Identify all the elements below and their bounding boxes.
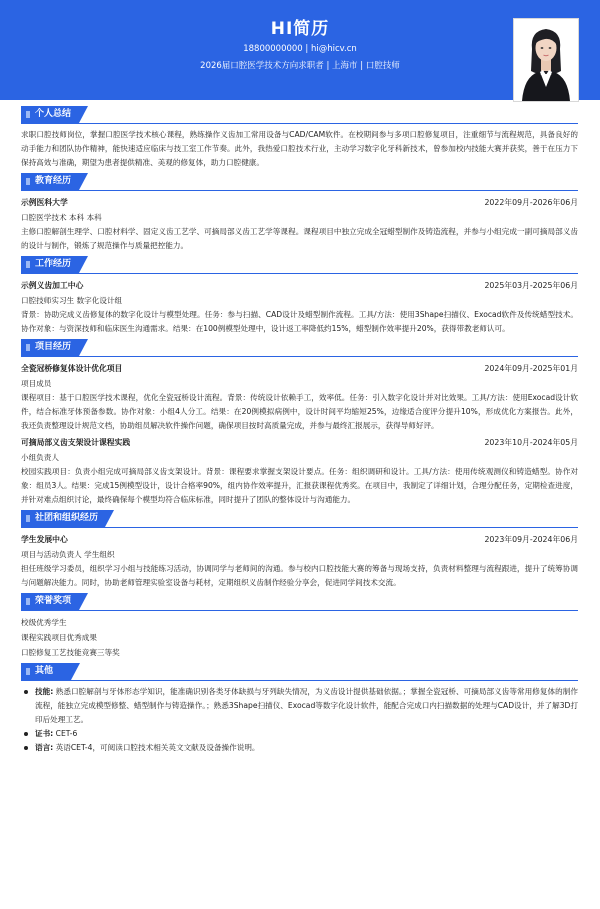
contact-info: 18800000000 | hi@hicv.cn	[243, 44, 357, 54]
award-item: 课程实践项目优秀成果	[21, 633, 97, 642]
section-header	[21, 339, 578, 357]
section-title: 荣誉奖项	[21, 593, 79, 610]
section-title: 工作经历	[21, 256, 79, 273]
item-text: 熟悉口腔解剖与牙体形态学知识，能准确识别各类牙体缺损与牙列缺失情况，为义齿设计提供基础依据。；掌握全瓷冠桥、可摘局部义齿等常用修复体的制作流程，能独立完成模型修整、蜡型制作与铸造操作。；熟悉3Shape扫描仪、Exocad等数字化设计软件，能配合完成口内扫描数据的处理与CAD设计，并了解3D打印后处理工艺。	[35, 687, 578, 724]
section-title: 其他	[21, 663, 71, 680]
summary-section	[21, 106, 578, 170]
resume-content	[21, 106, 578, 758]
job-role: 口腔技师实习生 数字化设计组	[21, 296, 123, 305]
date-range: 2023年10月-2024年05月	[484, 438, 578, 447]
bullet-icon	[24, 746, 28, 750]
date-range: 2024年09月-2025年01月	[484, 364, 578, 373]
education-section	[21, 173, 578, 253]
date-range: 2023年09月-2024年06月	[484, 535, 578, 544]
date-range: 2025年03月-2025年06月	[484, 281, 578, 290]
project-name: 全瓷冠桥修复体设计优化项目	[21, 364, 123, 373]
degree-info: 口腔医学技术 本科 本科	[21, 213, 102, 222]
section-header	[21, 106, 578, 124]
summary-text: 求职口腔技师岗位，掌握口腔医学技术核心课程，熟练操作义齿加工常用设备与CAD/CAM软件。在校期间参与多项口腔修复项目，注重细节与流程规范，具备良好的动手能力和团队协作精神，能快速适应临床与技工室工作节奏。此外，我热爱口腔技术行业，主动学习数字化牙科新技术，曾参加校内技能大赛并获奖，善于在压力下保持高效与准确，期望为患者提供精准、美观的修复体，助力口腔健康。	[21, 130, 578, 167]
education-desc: 主修口腔解剖生理学、口腔材料学、固定义齿工艺学、可摘局部义齿工艺学等课程。课程项目中独立完成全冠蜡型制作及铸造流程，并参与小组完成一副可摘局部义齿的设计与制作，锻炼了规范操作与质量把控能力。	[21, 227, 578, 250]
job-intent: 2026届口腔医学技术方向求职者 | 上海市 | 口腔技师	[200, 61, 400, 71]
projects-section	[21, 339, 578, 507]
work-section	[21, 256, 578, 336]
project-item	[21, 361, 578, 433]
school-name: 示例医科大学	[21, 198, 68, 207]
item-label: 语言:	[35, 743, 54, 752]
award-item: 口腔修复工艺技能竞赛三等奖	[21, 648, 120, 657]
date-range: 2022年09月-2026年06月	[484, 198, 578, 207]
project-role: 小组负责人	[21, 453, 59, 462]
section-title: 社团和组织经历	[21, 510, 105, 527]
campus-desc: 担任班级学习委员，组织学习小组与技能练习活动，协调同学与老师间的沟通。参与校内口腔技能大赛的筹备与现场支持，负责材料整理与流程跟进，提升了统筹协调与问题解决能力。同时，协助老师管理实验室设备与耗材，定期组织义齿制作经验分享会，促进同学间技术交流。	[21, 564, 578, 587]
org-role: 项目与活动负责人 学生组织	[21, 550, 115, 559]
other-item-languages	[21, 741, 578, 755]
project-desc: 课程项目：基于口腔医学技术课程，优化全瓷冠桥设计流程。背景：传统设计依赖手工，效率低。任务：引入数字化设计并对比效果。工具/方法：使用Exocad设计软件，结合标准牙体预备参数。协作对象：小组4人分工。结果：在20例模拟病例中，设计时间平均缩短25%，边缘适合度评分提升10%，形成优化方案报告。此外，我还负责整理设计规范文档，协助组员解决软件操作问题，确保项目按时高质量完成，并参与最终汇报展示，获得导师好评。	[21, 393, 578, 430]
project-name: 可摘局部义齿支架设计课程实践	[21, 438, 131, 447]
other-item-skills	[21, 685, 578, 727]
profile-photo	[513, 18, 579, 102]
company-name: 示例义齿加工中心	[21, 281, 84, 290]
project-role: 项目成员	[21, 379, 52, 388]
item-text: CET-6	[55, 729, 78, 738]
section-title: 项目经历	[21, 339, 79, 356]
award-item: 校级优秀学生	[21, 618, 67, 627]
section-header	[21, 510, 578, 528]
campus-section	[21, 510, 578, 590]
resume-header	[0, 0, 600, 100]
other-section	[21, 663, 578, 755]
item-label: 技能:	[35, 687, 54, 696]
project-item	[21, 435, 578, 507]
org-name: 学生发展中心	[21, 535, 68, 544]
bullet-icon	[24, 732, 28, 736]
section-title: 个人总结	[21, 106, 79, 123]
project-desc: 校园实践项目：负责小组完成可摘局部义齿支架设计。背景：课程要求掌握支架设计要点。任务：组织调研和设计。工具/方法：使用传统观测仪和铸造蜡型。协作对象：组员3人。结果：完成15例模型设计，设计合格率90%，组内协作效率提升，汇报获课程优秀奖。在项目中，我制定了详细计划，合理分配任务，定期检查进度，并针对难点组织讨论，最终确保每个模型均符合临床标准，同时提升了团队的整体设计与沟通能力。	[21, 467, 578, 504]
item-label: 证书:	[35, 729, 54, 738]
item-text: 英语CET-4，可阅读口腔技术相关英文文献及设备操作说明。	[55, 743, 260, 752]
other-item-certificates	[21, 727, 578, 741]
awards-section	[21, 593, 578, 660]
section-header	[21, 663, 578, 681]
section-header	[21, 256, 578, 274]
work-desc: 背景：协助完成义齿修复体的数字化设计与模型处理。任务：参与扫描、CAD设计及蜡型制作流程。工具/方法：使用3Shape扫描仪、Exocad软件及传统蜡型技术。协作对象：与资深技师和临床医生沟通需求。结果：在100例模型处理中，设计返工率降低约15%，蜡型制作效率提升20%，获得带教老师认可。	[21, 310, 578, 333]
candidate-name: HI简历	[270, 19, 330, 39]
section-header	[21, 593, 578, 611]
section-header	[21, 173, 578, 191]
bullet-icon	[24, 690, 28, 694]
section-title: 教育经历	[21, 173, 79, 190]
avatar-portrait-icon	[514, 19, 578, 101]
